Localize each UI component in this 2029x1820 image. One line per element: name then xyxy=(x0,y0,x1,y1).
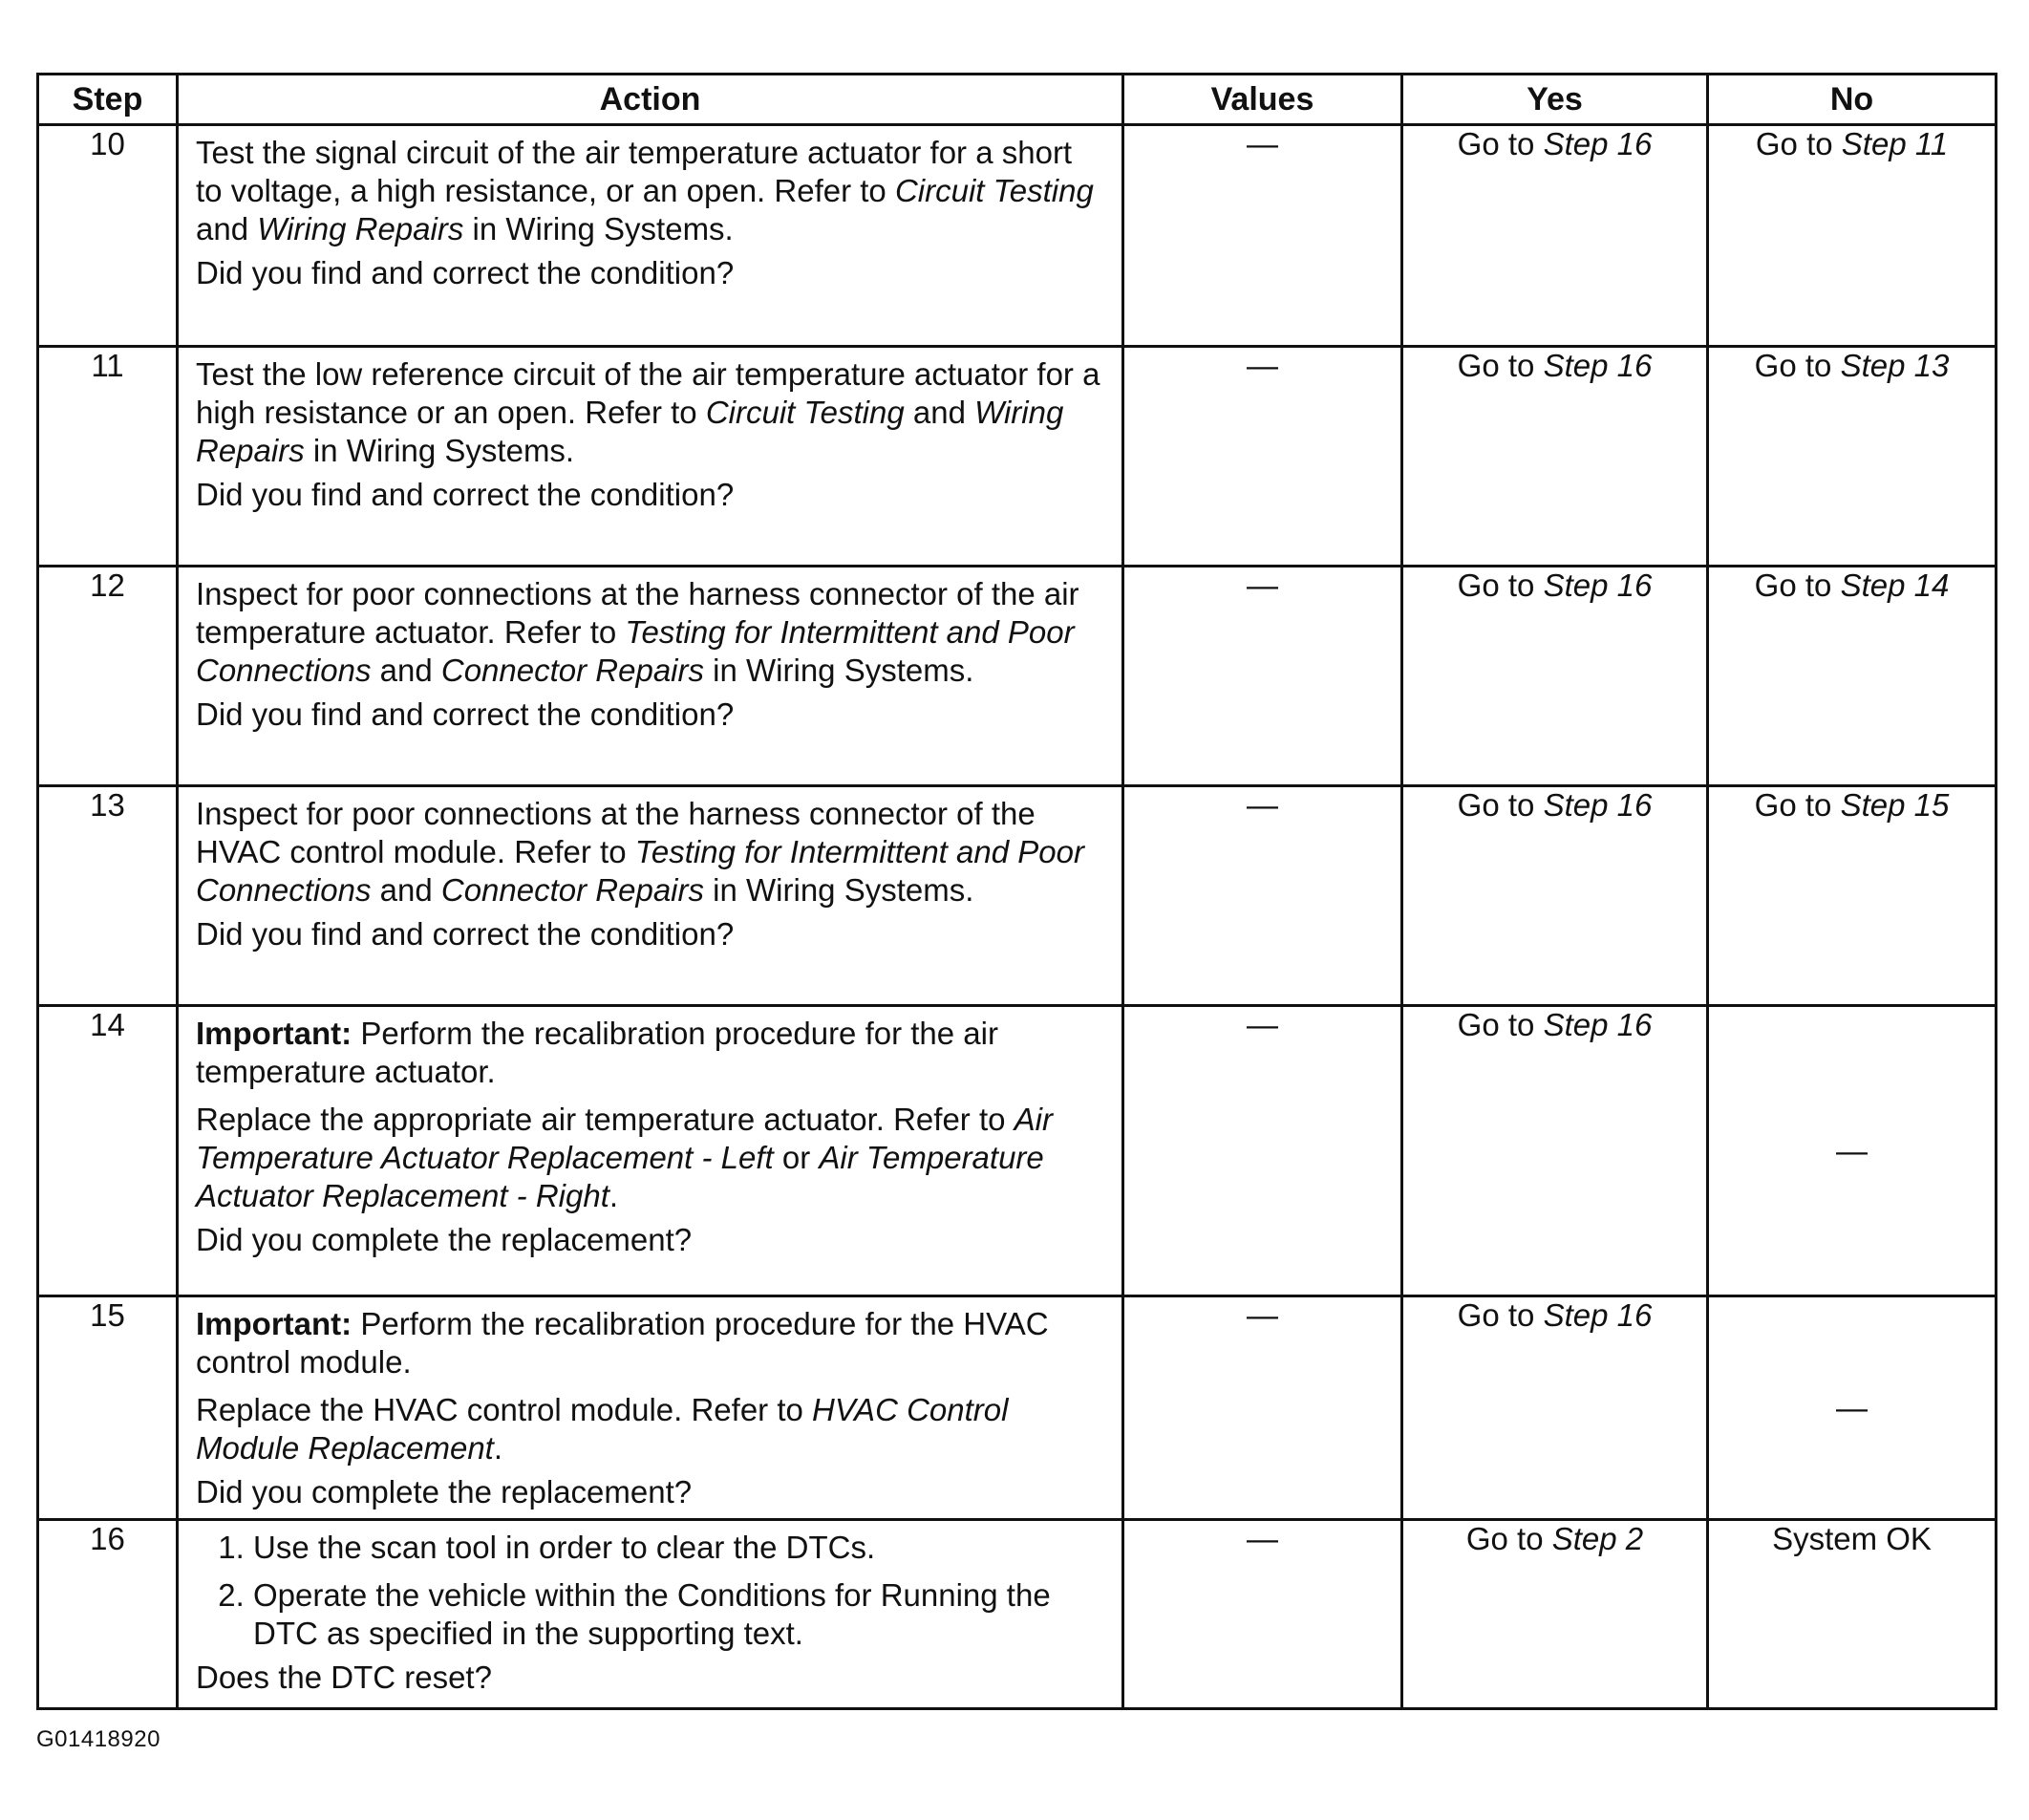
yes-cell: Go to Step 16 xyxy=(1402,347,1708,567)
yes-cell: Go to Step 2 xyxy=(1402,1520,1708,1709)
step-link: Step 2 xyxy=(1551,1521,1644,1556)
table-row xyxy=(38,1006,1997,1296)
action-text: Inspect for poor connections at the harness connector of the HVAC control module. Refer to Testing for Intermittent and Poor Connections and Connector Repairs in Wiring Systems. xyxy=(196,796,1084,908)
action-question: Did you find and correct the condition? xyxy=(196,255,735,290)
values-cell: — xyxy=(1123,347,1402,567)
step-link: Step 16 xyxy=(1543,1297,1653,1333)
values-cell: — xyxy=(1123,1520,1402,1709)
no-cell: — xyxy=(1708,1296,1997,1520)
step-link: Step 16 xyxy=(1543,348,1653,383)
table-row xyxy=(38,1520,1997,1709)
no-cell: — xyxy=(1708,1006,1997,1296)
step-link: Step 13 xyxy=(1840,348,1950,383)
step-number: 14 xyxy=(38,1006,178,1296)
step-number: 11 xyxy=(38,347,178,567)
header-step: Step xyxy=(38,75,178,125)
action-text: Test the signal circuit of the air temperature actuator for a short to voltage, a high resistance, or an open. Refer to Circuit Testing and Wiring Repairs in Wiring Systems. xyxy=(196,135,1094,246)
header-yes: Yes xyxy=(1402,75,1708,125)
step-number: 10 xyxy=(38,125,178,347)
action-text: Replace the HVAC control module. Refer to HVAC Control Module Replacement. xyxy=(196,1392,1009,1466)
action-cell xyxy=(178,786,1123,1006)
table-row xyxy=(38,1296,1997,1520)
yes-cell: Go to Step 16 xyxy=(1402,1006,1708,1296)
no-cell: Go to Step 11 xyxy=(1708,125,1997,347)
action-text: Test the low reference circuit of the air temperature actuator for a high resistance or an open. Refer to Circuit Testing and Wiring Repairs in Wiring Systems. xyxy=(196,356,1100,468)
action-cell xyxy=(178,1296,1123,1520)
important-note: Important: Perform the recalibration procedure for the air temperature actuator. xyxy=(196,1016,998,1089)
action-cell xyxy=(178,125,1123,347)
header-row xyxy=(38,75,1997,125)
step-number: 15 xyxy=(38,1296,178,1520)
figure-code: G01418920 xyxy=(36,1726,160,1752)
step-link: Step 15 xyxy=(1840,787,1950,823)
yes-cell: Go to Step 16 xyxy=(1402,125,1708,347)
action-question: Did you complete the replacement? xyxy=(196,1474,693,1510)
step-link: Step 16 xyxy=(1543,567,1653,603)
action-text: Replace the appropriate air temperature actuator. Refer to Air Temperature Actuator Replacement - Left or Air Temperature Actuator Replacement - Right. xyxy=(196,1102,1053,1213)
step-number: 13 xyxy=(38,786,178,1006)
action-question: Did you complete the replacement? xyxy=(196,1222,693,1257)
header-values: Values xyxy=(1123,75,1402,125)
table-row xyxy=(38,125,1997,347)
values-cell: — xyxy=(1123,567,1402,786)
values-cell: — xyxy=(1123,1296,1402,1520)
no-cell: Go to Step 14 xyxy=(1708,567,1997,786)
header-no: No xyxy=(1708,75,1997,125)
no-cell: Go to Step 13 xyxy=(1708,347,1997,567)
step-link: Step 16 xyxy=(1543,1007,1653,1042)
no-cell: Go to Step 15 xyxy=(1708,786,1997,1006)
action-cell xyxy=(178,347,1123,567)
yes-cell: Go to Step 16 xyxy=(1402,567,1708,786)
values-cell: — xyxy=(1123,125,1402,347)
list-item: 2. Operate the vehicle within the Conditions for Running the DTC as specified in the supporting text. xyxy=(253,1576,1104,1653)
diagnostic-table xyxy=(36,73,1997,1710)
table-row xyxy=(38,786,1997,1006)
important-note: Important: Perform the recalibration procedure for the HVAC control module. xyxy=(196,1306,1049,1380)
no-cell: System OK xyxy=(1708,1520,1997,1709)
values-cell: — xyxy=(1123,786,1402,1006)
yes-cell: Go to Step 16 xyxy=(1402,786,1708,1006)
step-link: Step 16 xyxy=(1543,126,1653,161)
header-action: Action xyxy=(178,75,1123,125)
action-question: Did you find and correct the condition? xyxy=(196,916,735,952)
values-cell: — xyxy=(1123,1006,1402,1296)
action-cell xyxy=(178,1520,1123,1709)
step-link: Step 11 xyxy=(1841,126,1949,161)
action-list xyxy=(196,1529,1104,1653)
action-text: Inspect for poor connections at the harness connector of the air temperature actuator. Refer to Testing for Intermittent and Poor Connections and Connector Repairs in Wiring Systems. xyxy=(196,576,1079,688)
yes-cell: Go to Step 16 xyxy=(1402,1296,1708,1520)
list-item: 1. Use the scan tool in order to clear the DTCs. xyxy=(253,1529,1104,1567)
action-question: Did you find and correct the condition? xyxy=(196,696,735,732)
step-number: 16 xyxy=(38,1520,178,1709)
action-cell xyxy=(178,567,1123,786)
action-question: Did you find and correct the condition? xyxy=(196,477,735,512)
table-row xyxy=(38,347,1997,567)
table-row xyxy=(38,567,1997,786)
step-link: Step 16 xyxy=(1543,787,1653,823)
action-question: Does the DTC reset? xyxy=(196,1659,492,1695)
action-cell xyxy=(178,1006,1123,1296)
step-number: 12 xyxy=(38,567,178,786)
step-link: Step 14 xyxy=(1840,567,1950,603)
